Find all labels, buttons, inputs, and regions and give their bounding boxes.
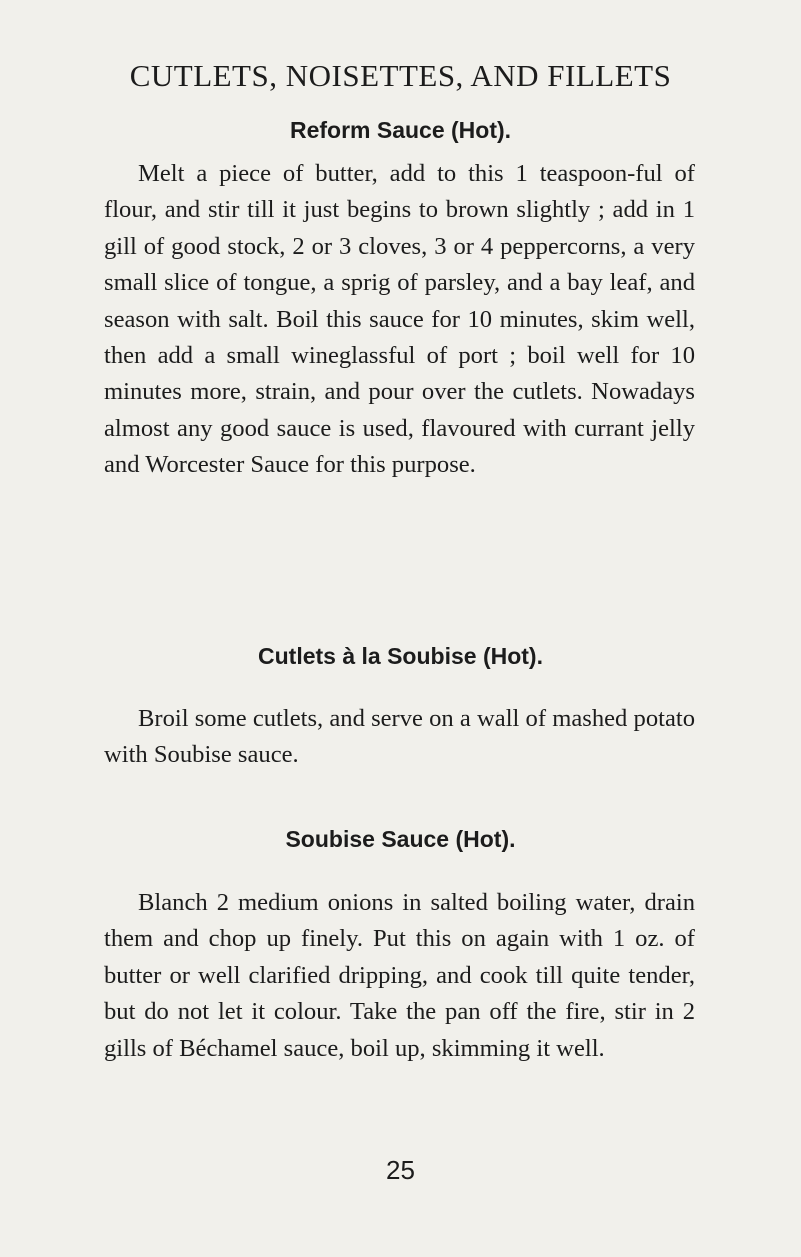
section-body-reform-sauce: Melt a piece of butter, add to this 1 teaspoon-ful of flour, and stir till it just begins to brown slightly ; add in 1 gill of good stock, 2 or 3 cloves, 3 or 4 peppercorns, a very small slice of tongue, a sprig of parsley, and a bay leaf, and season with salt. Boil this sauce for 10 minutes, skim well, then add a small wineglassful of port ; boil well for 10 minutes more, strain, and pour over the cutlets. Nowadays almost any good sauce is used, flavoured with currant jelly and Worcester Sauce for this purpose.	[104, 160, 695, 479]
section-heading-reform-sauce: Reform Sauce (Hot).	[289, 117, 512, 143]
page-number: 25	[386, 1155, 415, 1185]
section-heading-cutlets-soubise: Cutlets à la Soubise (Hot).	[258, 643, 543, 669]
running-head: CUTLETS, NOISETTES, AND FILLETS	[129, 58, 672, 93]
section-heading-soubise-sauce: Soubise Sauce (Hot).	[285, 826, 516, 852]
section-body-soubise-sauce: Blanch 2 medium onions in salted boiling water, drain them and chop up finely. Put this on again with 1 oz. of butter or well clarified dripping, and cook till quite tender, but do not let it colour. Take the pan off the fire, stir in 2 gills of Béchamel sauce, boil up, skimming it well.	[104, 889, 695, 1062]
section-body-cutlets-soubise: Broil some cutlets, and serve on a wall of mashed potato with Soubise sauce.	[104, 705, 695, 769]
